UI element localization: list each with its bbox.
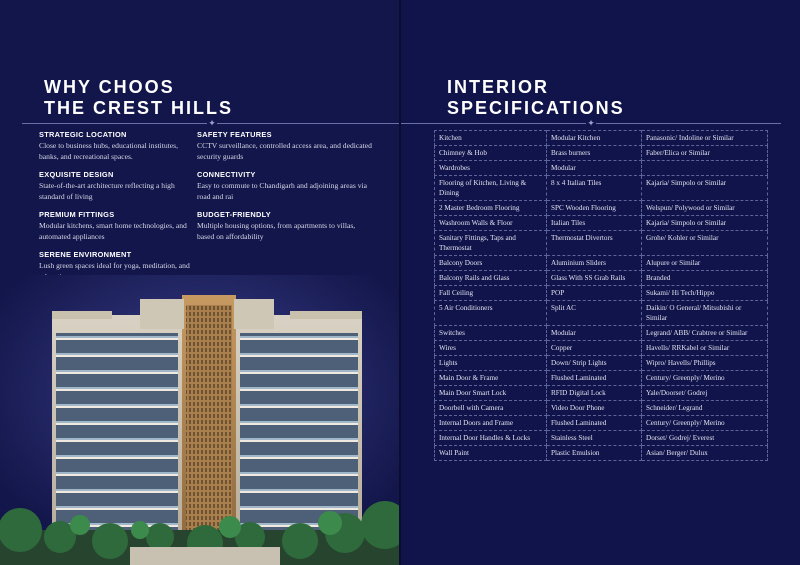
spec-area-cell: Chimney & Hob — [435, 146, 547, 161]
left-page — [0, 0, 399, 565]
spec-item-cell: Modular — [547, 326, 642, 341]
feature-description: State-of-the-art architecture reflecting a high standard of living — [39, 181, 175, 201]
spec-item-cell: Italian Tiles — [547, 216, 642, 231]
spec-brand-cell: Havells/ RRKabel or Similar — [642, 341, 768, 356]
specifications-table-body — [435, 131, 768, 461]
spec-area-cell: Balcony Rails and Glass — [435, 271, 547, 286]
spec-brand-cell: Yale/Doorset/ Godrej — [642, 386, 768, 401]
feature-connectivity — [197, 170, 372, 202]
feature-description: Easy to commute to Chandigarh and adjoining areas via road and rai — [197, 181, 367, 201]
table-row — [435, 256, 768, 271]
spec-area-cell: Wall Paint — [435, 446, 547, 461]
spec-brand-cell: Century/ Greenply/ Merino — [642, 416, 768, 431]
spec-area-cell: Main Door Smart Lock — [435, 386, 547, 401]
spec-item-cell: Brass burners — [547, 146, 642, 161]
feature-title: SAFETY FEATURES — [197, 130, 272, 139]
spec-area-cell: Main Door & Frame — [435, 371, 547, 386]
spec-brand-cell: Kajaria/ Simpolo or Similar — [642, 176, 768, 201]
interior-heading-line1: INTERIOR — [447, 77, 550, 97]
table-row — [435, 216, 768, 231]
spec-item-cell: Plastic Emulsion — [547, 446, 642, 461]
table-row — [435, 146, 768, 161]
spec-brand-cell: Panasonic/ Indoline or Similar — [642, 131, 768, 146]
table-row — [435, 371, 768, 386]
spec-item-cell: POP — [547, 286, 642, 301]
spec-area-cell: Lights — [435, 356, 547, 371]
feature-title: STRATEGIC LOCATION — [39, 130, 127, 139]
why-choose-heading-line2: THE CREST HILLS — [44, 98, 234, 118]
spec-brand-cell: Sukami/ Hi Tech/Hippo — [642, 286, 768, 301]
interior-heading-line2: SPECIFICATIONS — [447, 98, 625, 118]
spec-item-cell: Glass With SS Grab Rails — [547, 271, 642, 286]
table-row — [435, 131, 768, 146]
spec-area-cell: Internal Door Handles & Locks — [435, 431, 547, 446]
spec-area-cell: 5 Air Conditioners — [435, 301, 547, 326]
spec-brand-cell: Branded — [642, 271, 768, 286]
right-divider — [401, 117, 781, 129]
spec-brand-cell: Kajaria/ Simpolo or Similar — [642, 216, 768, 231]
feature-safety-features — [197, 130, 372, 162]
table-row — [435, 161, 768, 176]
building-illustration — [0, 275, 399, 565]
spec-area-cell: Balcony Doors — [435, 256, 547, 271]
spec-item-cell: SPC Wooden Flooring — [547, 201, 642, 216]
interior-specifications-heading — [447, 77, 625, 119]
table-row — [435, 446, 768, 461]
spec-area-cell: Fall Ceiling — [435, 286, 547, 301]
spec-brand-cell: Legrand/ ABB/ Crabtree or Similar — [642, 326, 768, 341]
table-row — [435, 231, 768, 256]
spec-area-cell: Doorbell with Camera — [435, 401, 547, 416]
spec-area-cell: Flooring of Kitchen, Living & Dining — [435, 176, 547, 201]
spec-item-cell: Modular — [547, 161, 642, 176]
feature-title: EXQUISITE DESIGN — [39, 170, 114, 179]
spec-item-cell: Down/ Strip Lights — [547, 356, 642, 371]
table-row — [435, 341, 768, 356]
feature-premium-fittings — [39, 210, 199, 242]
spec-item-cell: Thermostat Divertors — [547, 231, 642, 256]
why-choose-heading-line1: WHY CHOOS — [44, 77, 175, 97]
spec-item-cell: Copper — [547, 341, 642, 356]
feature-budget-friendly — [197, 210, 372, 242]
table-row — [435, 431, 768, 446]
spec-item-cell: Video Door Phone — [547, 401, 642, 416]
spec-brand-cell: Century/ Greenply/ Merino — [642, 371, 768, 386]
spec-area-cell: Wires — [435, 341, 547, 356]
spec-item-cell: Aluminium Sliders — [547, 256, 642, 271]
star-ornament-icon: ✦ — [208, 118, 216, 128]
spec-brand-cell: Alupure or Similar — [642, 256, 768, 271]
spec-area-cell: Wardrobes — [435, 161, 547, 176]
table-row — [435, 401, 768, 416]
spec-brand-cell: Wipro/ Havells/ Phillips — [642, 356, 768, 371]
spec-item-cell: Flushed Laminated — [547, 371, 642, 386]
spec-brand-cell: Asian/ Berger/ Dulux — [642, 446, 768, 461]
spec-brand-cell: Welspun/ Polywood or Similar — [642, 201, 768, 216]
feature-title: BUDGET-FRIENDLY — [197, 210, 272, 219]
spec-item-cell: RFID Digital Lock — [547, 386, 642, 401]
table-row — [435, 201, 768, 216]
star-ornament-icon: ✦ — [587, 118, 595, 128]
feature-description: Close to business hubs, educational institutes, banks, and recreational spaces. — [39, 141, 178, 161]
specifications-table — [434, 130, 768, 461]
building-render-image — [0, 275, 399, 565]
right-page — [401, 0, 800, 565]
feature-description: Lush green spaces ideal for yoga, meditation, and — [39, 261, 190, 270]
table-row — [435, 416, 768, 431]
left-divider — [22, 117, 399, 129]
spec-item-cell: Stainless Steel — [547, 431, 642, 446]
table-row — [435, 386, 768, 401]
table-row — [435, 301, 768, 326]
spec-brand-cell: Grohe/ Kohler or Similar — [642, 231, 768, 256]
spec-brand-cell: Faber/Elica or Similar — [642, 146, 768, 161]
spec-brand-cell: Dorset/ Godrej/ Everest — [642, 431, 768, 446]
feature-title: CONNECTIVITY — [197, 170, 256, 179]
feature-description: Multiple housing options, from apartments to villas, based on affordability — [197, 221, 356, 241]
feature-exquisite-design — [39, 170, 199, 202]
feature-description: Modular kitchens, smart home technologies, and automated appliances — [39, 221, 187, 241]
spec-brand-cell: Daikin/ O General/ Mitsubishi or Similar — [642, 301, 768, 326]
feature-strategic-location — [39, 130, 199, 162]
table-row — [435, 326, 768, 341]
spec-area-cell: Kitchen — [435, 131, 547, 146]
table-row — [435, 286, 768, 301]
table-row — [435, 176, 768, 201]
spec-brand-cell — [642, 161, 768, 176]
why-choose-heading — [44, 77, 233, 119]
spec-item-cell: 8 x 4 Italian Tiles — [547, 176, 642, 201]
feature-description: CCTV surveillance, controlled access area, and dedicated security guards — [197, 141, 372, 161]
spec-area-cell: 2 Master Bedroom Flooring — [435, 201, 547, 216]
spec-item-cell: Modular Kitchen — [547, 131, 642, 146]
feature-title: PREMIUM FITTINGS — [39, 210, 115, 219]
spec-area-cell: Switches — [435, 326, 547, 341]
spec-item-cell: Flushed Laminated — [547, 416, 642, 431]
spec-brand-cell: Schneider/ Legrand — [642, 401, 768, 416]
table-row — [435, 356, 768, 371]
spec-area-cell: Sanitary Fittings, Taps and Thermostat — [435, 231, 547, 256]
feature-title: SERENE ENVIRONMENT — [39, 250, 132, 259]
spec-area-cell: Internal Doors and Frame — [435, 416, 547, 431]
table-row — [435, 271, 768, 286]
spec-item-cell: Split AC — [547, 301, 642, 326]
spec-area-cell: Washroom Walls & Floor — [435, 216, 547, 231]
